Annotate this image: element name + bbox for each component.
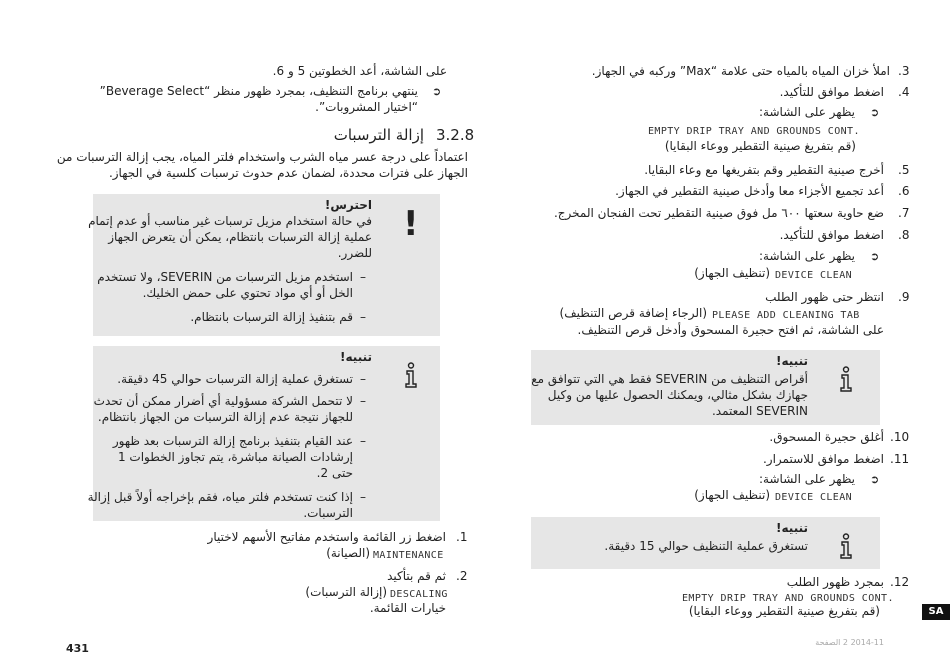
right-arrow-icon: ➲ [432, 85, 442, 98]
step4-display-label: يظهر على الشاشة: [759, 105, 855, 119]
step4-text: اضغط موافق للتأكيد. [779, 85, 884, 99]
bullet-dash: – [360, 270, 366, 284]
exclamation-icon: ! [403, 204, 419, 244]
step6-text: أعد تجميع الأجزاء معا وأدخل صينية التقطير في الجهاز. [615, 184, 884, 198]
info-icon [838, 366, 854, 392]
step1-display-text: MAINTENANCE [373, 550, 444, 561]
note1-line-3: SEVERIN المعتمد. [711, 404, 808, 418]
note-b3a: عند القيام بتنفيذ برنامج إزالة الترسبات بعد ظهور [112, 434, 353, 448]
right-arrow-icon: ➲ [870, 106, 880, 119]
bullet-dash: – [360, 434, 366, 448]
step-number: .12 [890, 575, 910, 589]
step12-display-text: EMPTY DRIP TRAY AND GROUNDS CONT. [682, 593, 894, 604]
step-number: .6 [898, 184, 910, 198]
bullet-dash: – [360, 310, 366, 324]
step1-translation: (الصيانة) [326, 546, 370, 560]
step10-text: أغلق حجيرة المسحوق. [769, 430, 884, 444]
step11-text: اضغط موافق للاستمرار. [762, 452, 884, 466]
caution-b1a: استخدم مزيل الترسبات من SEVERIN، ولا تستخدم [97, 270, 353, 284]
step8-display-label: يظهر على الشاشة: [759, 249, 855, 263]
step4-translation: (قم بتفريغ صينية التقطير ووعاء البقايا) [664, 139, 856, 153]
step-number: .11 [890, 452, 910, 466]
step-number: .3 [898, 64, 910, 78]
note-b4a: إذا كنت تستخدم فلتر مياه، فقم بإخراجه أولاً قبل إزالة [87, 490, 353, 504]
caution-p1a: في حالة استخدام مزيل ترسبات غير مناسب أو عدم إتمام [88, 214, 372, 228]
intro-line-1: اعتماداً على درجة عسر مياه الشرب واستخدام فلتر المياه، يجب إزالة الترسبات من [56, 150, 468, 164]
step-number: .2 [456, 569, 468, 583]
section-title: إزالة الترسبات [333, 126, 424, 144]
right-arrow-icon: ➲ [870, 473, 880, 486]
step11-display-label: يظهر على الشاشة: [759, 472, 855, 486]
note-title: تنبيه! [776, 354, 808, 368]
language-tab: SA [922, 604, 950, 620]
step8-translation: (تنظيف الجهاز) [694, 266, 770, 280]
step11-translation: (تنظيف الجهاز) [694, 488, 770, 502]
step8-display-text: DEVICE CLEAN [775, 270, 853, 281]
caution-p1b: عملية إزالة الترسبات بانتظام، يمكن أن يتعرض الجهاز [108, 230, 372, 244]
note1-line-2: جهازك بشكل مثالي، ويمكنك الحصول عليها من وكيل [547, 388, 808, 402]
note-title: تنبيه! [340, 350, 372, 364]
note-b2b: للجهاز نتيجة عدم إزالة الترسبات من الجهاز بانتظام. [97, 410, 353, 424]
step1-text: اضغط زر القائمة واستخدم مفاتيح الأسهم لاختيار [207, 530, 446, 544]
caution-p1c: للضرر. [337, 246, 372, 260]
note-b3b: إرشادات الصيانة مباشرة، يتم تجاوز الخطوات 1 [117, 450, 353, 464]
step9-text-2: على الشاشة، ثم افتح حجيرة المسحوق وأدخل قرص التنظيف. [577, 323, 884, 337]
note-b2a: لا تتحمل الشركة مسؤولية أي أضرار ممكن أن تحدث [93, 394, 353, 408]
step9-translation: (الرجاء إضافة قرص التنظيف) [559, 306, 707, 320]
step9-text: انتظر حتى ظهور الطلب [765, 290, 884, 304]
intro-line-2: الجهاز على فترات محددة، لضمان عدم حدوث ترسبات كلسية في الجهاز. [108, 166, 468, 180]
step-number: .4 [898, 85, 910, 99]
bullet-dash: – [360, 372, 366, 386]
step4-display-text: EMPTY DRIP TRAY AND GROUNDS CONT. [648, 126, 860, 137]
note-b4b: الترسبات. [303, 506, 353, 520]
note-b3c: حتى 2. [316, 466, 353, 480]
step12-translation: (قم بتفريغ صينية التقطير ووعاء البقايا) [688, 604, 880, 618]
step7-text: ضع حاوية سعتها ٦٠٠ مل فوق صينية التقطير تحت الفنجان المخرج. [553, 206, 884, 220]
step8-text: اضغط موافق للتأكيد. [779, 228, 884, 242]
info-icon [403, 362, 419, 388]
end-line-2: “اختيار المشروبات”. [315, 100, 418, 114]
step-number: .10 [890, 430, 910, 444]
caution-b1b: الخل أو أي مواد تحتوي على حمض الخليك. [142, 286, 353, 300]
page-number: 431 [66, 642, 89, 655]
page-footer: 2014-11 2 الصفحة [815, 638, 884, 647]
step9-display-text: PLEASE ADD CLEANING TAB [712, 310, 860, 321]
step2-menu-options: خيارات القائمة. [369, 601, 446, 615]
step-number: .1 [456, 530, 468, 544]
end-line-1: ينتهي برنامج التنظيف، بمجرد ظهور منظر “Beverage Select” [99, 84, 418, 98]
note1-line-1: أقراص التنظيف من SEVERIN فقط هي التي تتوافق مع [531, 372, 808, 386]
step12-text: بمجرد ظهور الطلب [786, 575, 884, 589]
step2-text: ثم قم بتأكيد [387, 569, 446, 583]
note2-line-1: تستغرق عملية التنظيف حوالي 15 دقيقة. [604, 539, 808, 553]
note-b1: تستغرق عملية إزالة الترسبات حوالي 45 دقيقة. [117, 372, 353, 386]
note-title: تنبيه! [776, 521, 808, 535]
step-number: .9 [898, 290, 910, 304]
step2-display-text: DESCALING [390, 589, 448, 600]
step-number: .8 [898, 228, 910, 242]
bullet-dash: – [360, 490, 366, 504]
caution-b2: قم بتنفيذ إزالة الترسبات بانتظام. [190, 310, 353, 324]
info-icon [838, 533, 854, 559]
right-arrow-icon: ➲ [870, 250, 880, 263]
step2-translation: (إزالة الترسبات) [305, 585, 387, 599]
bullet-dash: – [360, 394, 366, 408]
step11-display-text: DEVICE CLEAN [775, 492, 853, 503]
continue-line: على الشاشة، أعد الخطوتين 5 و 6. [272, 64, 447, 78]
section-number: 3.2.8 [436, 126, 475, 144]
caution-title: احترس! [324, 198, 372, 212]
step5-text: أخرج صينية التقطير وقم بتفريغها مع وعاء البقايا. [644, 163, 884, 177]
step3-text: املأ خزان المياه بالمياه حتى علامة “Max” وركبه في الجهاز. [591, 64, 890, 78]
step-number: .5 [898, 163, 910, 177]
step-number: .7 [898, 206, 910, 220]
